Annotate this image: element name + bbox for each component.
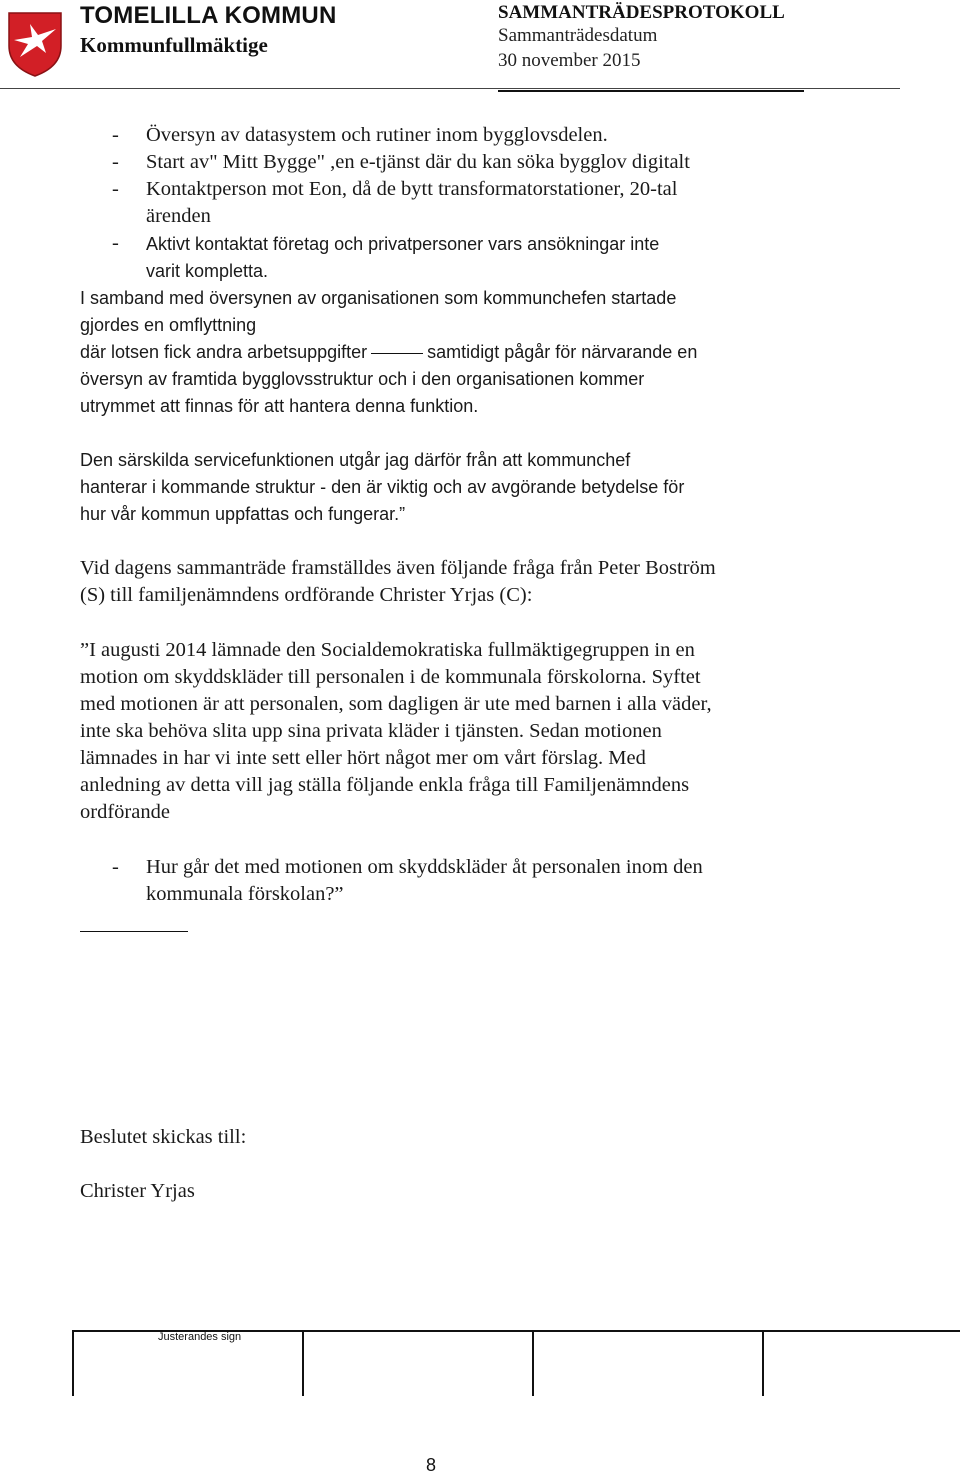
quote-line: inte ska behöva slita upp sina privata kläder i tjänsten. Sedan motionen xyxy=(80,720,662,742)
signature-column-divider xyxy=(302,1331,304,1396)
quote-line: med motionen är att personalen, som dagligen är ute med barnen i alla väder, xyxy=(80,693,712,715)
signature-column-divider xyxy=(72,1331,74,1396)
header-divider-accent xyxy=(498,90,804,92)
quote-line: lämnades in har vi inte sett eller hört något mer om vårt förslag. Med xyxy=(80,747,646,769)
paragraph-line: (S) till familjenämndens ordförande Christer Yrjas (C): xyxy=(80,584,533,606)
bullet-marker: - xyxy=(112,232,119,254)
bullet-item-text: varit kompletta. xyxy=(146,261,269,281)
question-text: Hur går det med motionen om skyddskläder åt personalen inom den xyxy=(146,856,703,878)
paragraph-line: hur vår kommun uppfattas och fungerar.” xyxy=(80,504,406,524)
quote-line: ”I augusti 2014 lämnade den Socialdemokratiska fullmäktigegruppen in en xyxy=(80,639,695,661)
organization-name: TOMELILLA KOMMUN xyxy=(80,2,337,29)
quote-line: ordförande xyxy=(80,801,170,823)
meeting-date-label: Sammanträdesdatum xyxy=(498,25,658,46)
paragraph-line: hanterar i kommande struktur - den är viktig och av avgörande betydelse för xyxy=(80,477,685,497)
paragraph-line-part: där lotsen fick andra arbetsuppgifter xyxy=(80,342,368,362)
bullet-item-text: Kontaktperson mot Eon, då de bytt transformatorstationer, 20-tal xyxy=(146,178,678,200)
paragraph-line: utrymmet att finnas för att hantera denna funktion. xyxy=(80,396,479,416)
bullet-item-text: Start av" Mitt Bygge" ,en e-tjänst där du kan söka bygglov digitalt xyxy=(146,151,690,173)
signature-column-divider xyxy=(762,1331,764,1396)
em-dash-rule xyxy=(371,353,423,354)
paragraph-line: Den särskilda servicefunktionen utgår jag därför från att kommunchef xyxy=(80,450,631,470)
sent-to-label: Beslutet skickas till: xyxy=(80,1126,247,1148)
header-divider xyxy=(0,88,900,89)
bullet-item-text: ärenden xyxy=(146,205,211,227)
paragraph-line-part: samtidigt pågår för närvarande en xyxy=(427,342,698,362)
sent-to-recipient: Christer Yrjas xyxy=(80,1180,195,1202)
coat-of-arms-logo-icon xyxy=(6,10,64,78)
quote-line: anledning av detta vill jag ställa följande enkla fråga till Familjenämndens xyxy=(80,774,690,796)
paragraph-line: gjordes en omflyttning xyxy=(80,315,257,335)
paragraph-line: I samband med översynen av organisationen som kommunchefen startade xyxy=(80,288,677,308)
paragraph-line: Vid dagens sammanträde framställdes även följande fråga från Peter Boström xyxy=(80,557,716,579)
paragraph-line: översyn av framtida bygglovsstruktur och i den organisationen kommer xyxy=(80,369,645,389)
bullet-marker: - xyxy=(112,124,119,146)
bullet-item-text: Aktivt kontaktat företag och privatpersoner vars ansökningar inte xyxy=(146,234,660,254)
bullet-marker: - xyxy=(112,151,119,173)
question-text: kommunala förskolan?” xyxy=(146,883,344,905)
document-type: SAMMANTRÄDESPROTOKOLL xyxy=(498,2,785,23)
signature-label: Justerandes sign xyxy=(158,1331,242,1343)
bullet-marker: - xyxy=(112,856,119,878)
page-number: 8 xyxy=(426,1455,437,1475)
meeting-date-value: 30 november 2015 xyxy=(498,50,641,71)
paragraph-line xyxy=(80,339,697,366)
bullet-marker: - xyxy=(112,178,119,200)
section-separator xyxy=(80,931,188,932)
quote-line: motion om skyddskläder till personalen i de kommunala förskolorna. Syftet xyxy=(80,666,701,688)
organization-body: Kommunfullmäktige xyxy=(80,33,268,57)
signature-column-divider xyxy=(532,1331,534,1396)
bullet-item-text: Översyn av datasystem och rutiner inom bygglovsdelen. xyxy=(146,124,608,146)
